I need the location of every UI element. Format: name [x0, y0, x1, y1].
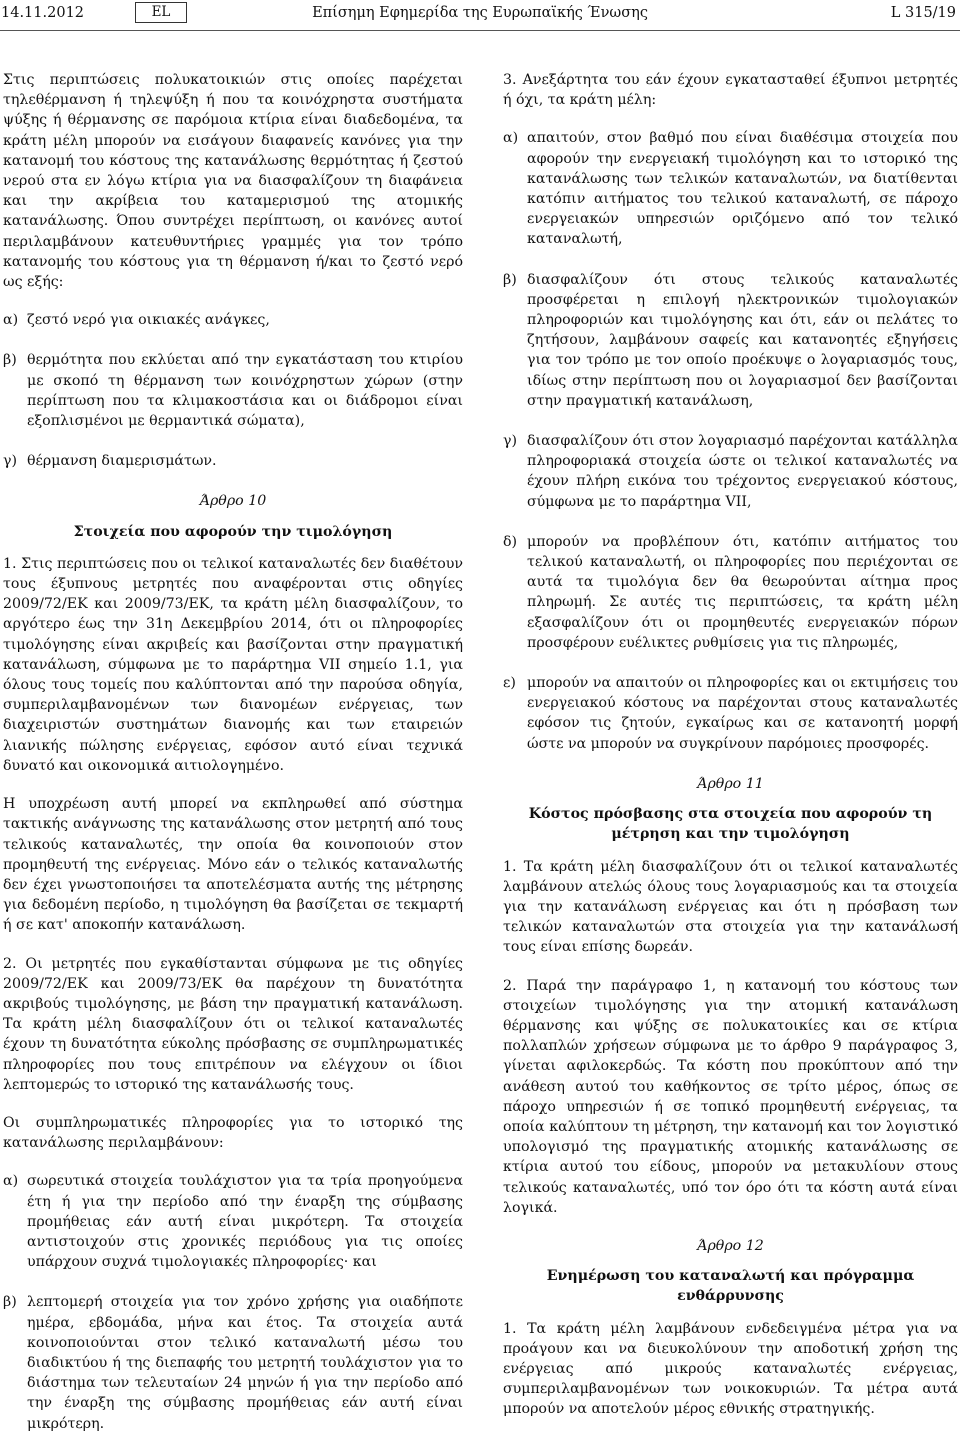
list-text: μπορούν να απαιτούν οι πληροφορίες και οι εκτιμήσεις του ενεργειακού κόστους να παρέχονται στους καταναλωτές εφόσον τις ζητούν, εγκαίρως και σε κατανοητή μορφή ώστε να μπορούν να συγκρίνουν παρόμοιες προσφορές.: [527, 675, 958, 752]
list-label: α): [503, 130, 519, 147]
article-title: Κόστος πρόσβασης στα στοιχεία που αφορούν τη μέτρηση και την τιμολόγηση: [528, 806, 933, 843]
list-item: [503, 431, 958, 512]
article-heading: Άρθρο 10: [199, 493, 267, 510]
article-title: Στοιχεία που αφορούν την τιμολόγηση: [73, 523, 393, 540]
left-column: [3, 70, 463, 1454]
list-label: α): [3, 1173, 19, 1190]
list-item: [3, 1292, 463, 1433]
list-text: διασφαλίζουν ότι στους τελικούς καταναλωτές προσφέρεται η επιλογή ηλεκτρονικών τιμολογιακών πληροφοριών και τιμολόγησης και ότι, εάν οι πελάτες το ζητήσουν, λαμβάνουν σαφείς και κατανοητές εξηγήσεις για τον τρόπο με τον οποίο προέκυψε ο λογαριασμός τους, ιδίως στην περίπτωση που οι λογαριασμοί δεν βασίζονται στην πραγματική κατανάλωση,: [527, 271, 958, 409]
intro-paragraph: Στις περιπτώσεις πολυκατοικιών στις οποίες παρέχεται τηλεθέρμανση ή τηλεψύξη ή που τα κοινόχρηστα συστήματα ψύξης ή θέρμανσης σε παρόμοια κτίρια είναι διαδεδομένα, τα κράτη μέλη μπορούν να εισάγουν διαφανείς κανόνες για την κατανομή του κόστους της κατανάλωσης θερμότητας ή ζεστού νερού στα εν λόγω κτίρια για να διασφαλίζουν τη διαφάνεια και την ακρίβεια του καταμερισμού της ατομικής κατανάλωσης. Όπου συντρέχει περίπτωση, οι κανόνες αυτοί περιλαμβάνουν κατευθυντήριες γραμμές για τον τρόπο κατανομής του κόστους για τη θέρμανση ή/και το ζεστό νερό ως εξής:: [3, 72, 463, 291]
journal-header: [0, 0, 960, 31]
paragraph: 2. Οι μετρητές που εγκαθίστανται σύμφωνα με τις οδηγίες 2009/72/ΕΚ και 2009/73/ΕΚ θα παρέχουν τη δυνατότητα ακριβούς τιμολόγησης, με βάση την πραγματική κατανάλωση. Τα κράτη μέλη διασφαλίζουν ότι οι τελικοί καταναλωτές έχουν τη δυνατότητα εύκολης πρόσβασης σε συμπληρωματικές πληροφορίες που τους επιτρέπουν να ελέγχουν οι ίδιοι λεπτομερώς το ιστορικό της κατανάλωσής τους.: [3, 955, 463, 1093]
article-heading: Άρθρο 11: [697, 775, 764, 792]
list-item: [503, 270, 958, 411]
publication-date: 14.11.2012: [1, 5, 85, 21]
paragraph: 1. Τα κράτη μέλη διασφαλίζουν ότι οι τελικοί καταναλωτές λαμβάνουν ατελώς όλους τους λογαριασμούς και τα στοιχεία για την κατανάλωση ενέργειας και ότι η πρόσβαση των τελικών καταναλωτών στα στοιχεία για την κατανάλωσή τους είναι επίσης δωρεάν.: [503, 858, 958, 956]
list-item: [3, 1171, 463, 1272]
list-label: β): [503, 271, 517, 288]
list-item: [503, 128, 958, 249]
list-label: γ): [3, 453, 18, 470]
journal-title: Επίσημη Εφημερίδα της Ευρωπαϊκής Ένωσης: [312, 5, 648, 21]
list-text: θερμότητα που εκλύεται από την εγκατάσταση του κτιρίου με σκοπό τη θέρμανση των κοινόχρηστων χώρων (στην περίπτωση που τα κλιμακοστάσια και οι διάδρομοι είναι εξοπλισμένοι με θερμαντικά σώματα),: [27, 352, 463, 430]
paragraph: 3. Ανεξάρτητα του εάν έχουν εγκατασταθεί έξυπνοι μετρητές ή όχι, τα κράτη μέλη:: [503, 72, 958, 109]
list-text: λεπτομερή στοιχεία για τον χρόνο χρήσης για οιαδήποτε ημέρα, εβδομάδα, μήνα και έτος. Τα στοιχεία αυτά κοινοποιούνται στον τελικό καταναλωτή μέσω του διαδικτύου ή της διεπαφής του μετρητή τουλάχιστον για το διάστημα των τελευταίων 24 μηνών ή για την περίοδο από την έναρξη της σύμβασης προμήθειας εάν αυτή είναι μικρότερη.: [27, 1294, 463, 1432]
list-label: β): [3, 352, 17, 369]
list-item: [3, 350, 463, 431]
list-text: μπορούν να προβλέπουν ότι, κατόπιν αιτήματος του τελικού καταναλωτή, οι πληροφορίες που περιέχονται σε αυτά τα τιμολόγια δεν θα θεωρούνται αίτημα προς πληρωμή. Σε αυτές τις περιπτώσεις, τα κράτη μέλη εξασφαλίζουν ότι οι προμηθευτές ενεργειακών πόρων προσφέρουν ευέλικτες ρυθμίσεις για τις πληρωμές,: [527, 533, 958, 651]
list-label: α): [3, 312, 19, 329]
list-label: β): [3, 1294, 17, 1311]
list-item: [503, 673, 958, 754]
paragraph: 1. Τα κράτη μέλη λαμβάνουν ενδεδειγμένα μέτρα για να προάγουν και να διευκολύνουν την αποδοτική χρήση της ενέργειας από μικρούς καταναλωτές ενέργειας, συμπεριλαμβανομένων των νοικοκυριών. Τα μέτρα αυτά μπορούν να αποτελούν μέρος εθνικής στρατηγικής.: [503, 1320, 958, 1418]
list-item: [3, 310, 463, 330]
list-label: δ): [503, 533, 518, 550]
list-item: [503, 532, 958, 653]
article-title: Ενημέρωση του καταναλωτή και πρόγραμμα ενθάρρυνσης: [546, 1268, 915, 1305]
right-column: [503, 70, 958, 1438]
paragraph: 1. Στις περιπτώσεις που οι τελικοί καταναλωτές δεν διαθέτουν τους έξυπνους μετρητές που αναφέρονται στις οδηγίες 2009/72/ΕΚ και 2009/73/ΕΚ, τα κράτη μέλη διασφαλίζουν, το αργότερο έως την 31η Δεκεμβρίου 2014, ότι οι πληροφορίες τιμολόγησης είναι ακριβείς και βασίζονται στην πραγματική κατανάλωση, σύμφωνα με το παράρτημα VII σημείο 1.1, για όλους τους τομείς που καλύπτονται από την παρούσα οδηγία, συμπεριλαμβανομένων των διανομέων ενέργειας, των διαχειριστών συστημάτων διανομής και των εταιρειών λιανικής πώλησης ενέργειας, εφόσον αυτό είναι τεχνικά δυνατό και οικονομικά αιτιολογημένο.: [3, 555, 463, 774]
list-text: απαιτούν, στον βαθμό που είναι διαθέσιμα στοιχεία που αφορούν την ενεργειακή τιμολόγηση και το ιστορικό της κατανάλωσης των τελικών καταναλωτών, να διατίθενται κατόπιν αιτήματος του τελικού καταναλωτή, σε πάροχο ενεργειακών υπηρεσιών οριζόμενο από τον τελικό καταναλωτή,: [527, 130, 958, 248]
list-text: θέρμανση διαμερισμάτων.: [27, 453, 217, 470]
article-heading: Άρθρο 12: [697, 1237, 764, 1254]
paragraph: Η υποχρέωση αυτή μπορεί να εκπληρωθεί από σύστημα τακτικής ανάγνωσης της κατανάλωσης στον μετρητή από τους τελικούς καταναλωτές, την οποία θα κοινοποιούν στον προμηθευτή της ενέργειας. Μόνο εάν ο τελικός καταναλωτής δεν έχει γνωστοποιήσει τα αποτελέσματα αυτής της μέτρησης για δεδομένη περίοδο, η τιμολόγηση θα βασίζεται σε τεκμαρτή ή σε κατ' αποκοπήν κατανάλωση.: [3, 796, 463, 934]
list-text: διασφαλίζουν ότι στον λογαριασμό παρέχονται κατάλληλα πληροφοριακά στοιχεία ώστε οι τελικοί καταναλωτές να έχουν πλήρη εικόνα του τρέχοντος ενεργειακού κόστους, σύμφωνα με το παράρτημα VII,: [527, 433, 958, 510]
list-text: σωρευτικά στοιχεία τουλάχιστον για τα τρία προηγούμενα έτη ή για την περίοδο από την έναρξη της σύμβασης προμήθειας εάν αυτή είναι μικρότερη. Τα στοιχεία αντιστοιχούν στις χρονικές περιόδους για τις οποίες υπάρχουν συχνά τιμολογιακές πληροφορίες· και: [27, 1173, 463, 1271]
list-label: ε): [503, 675, 516, 692]
list-label: γ): [503, 433, 518, 450]
list-item: [3, 451, 463, 471]
page-reference: L 315/19: [890, 5, 956, 21]
paragraph: 2. Παρά την παράγραφο 1, η κατανομή του κόστους των στοιχείων τιμολόγησης για την ατομική κατανάλωση θέρμανσης και ψύξης σε πολυκατοικίες και σε κτίρια πολλαπλών χρήσεων σύμφωνα με το άρθρο 9 παράγραφος 3, γίνεται αφιλοκερδώς. Τα κόστη που προκύπτουν από την ανάθεση αυτού του καθήκοντος σε τρίτο μέρος, όπως σε πάροχο υπηρεσιών ή σε τοπικό προμηθευτή ενέργειας, τα οποία καλύπτουν τη μέτρηση, την κατανομή και τον λογιστικό υπολογισμό της πραγματικής ατομικής κατανάλωσης σε κτίρια αυτού του είδους, μπορούν να μετακυλίουν στους τελικούς καταναλωτές, υπό τον όρο ότι τα κόστη αυτά είναι λογικά.: [503, 977, 958, 1216]
paragraph: Οι συμπληρωματικές πληροφορίες για το ιστορικό της κατανάλωσης περιλαμβάνουν:: [3, 1114, 463, 1152]
language-badge: EL: [135, 2, 187, 23]
list-text: ζεστό νερό για οικιακές ανάγκες,: [27, 312, 270, 329]
